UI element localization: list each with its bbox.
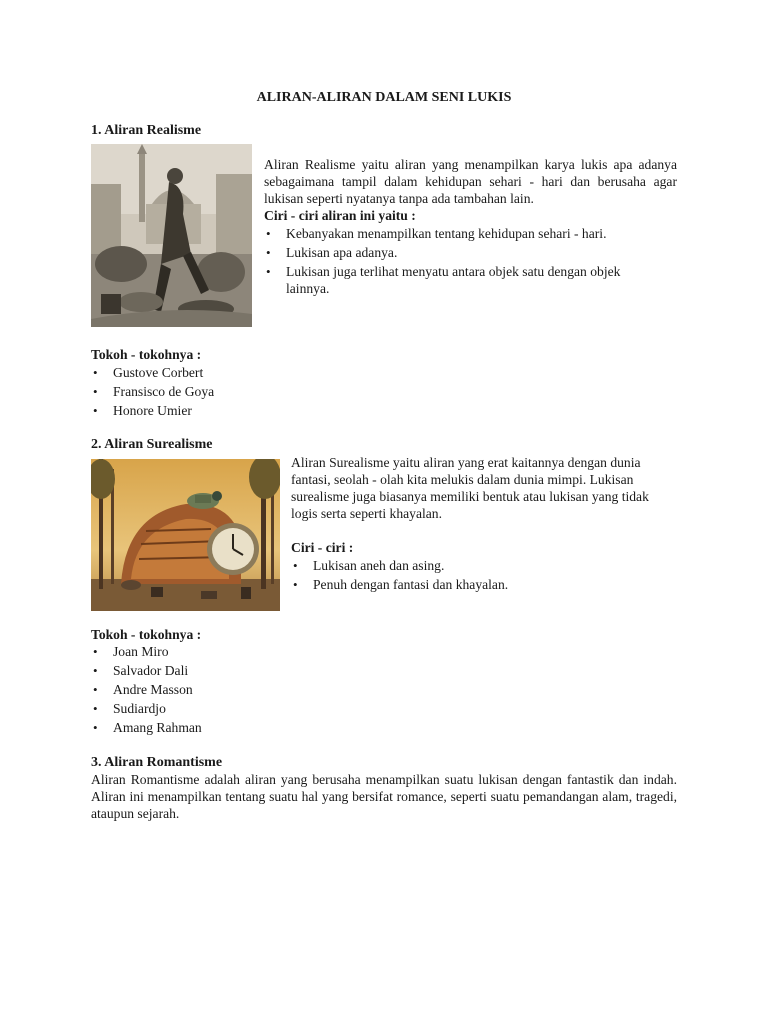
list-item: • Honore Umier <box>91 402 391 421</box>
realisme-painting <box>91 144 252 327</box>
list-item: • Penuh dengan fantasi dan khayalan. <box>291 576 677 593</box>
realisme-heading: 1. Aliran Realisme <box>91 123 202 138</box>
document-title: ALIRAN-ALIRAN DALAM SENI LUKIS <box>256 90 512 105</box>
list-item: • Lukisan aneh dan asing. <box>291 557 677 574</box>
list-item: • Andre Masson <box>91 681 391 700</box>
surealisme-traits-list <box>291 557 677 593</box>
list-item: • Amang Rahman <box>91 719 391 738</box>
realisme-text <box>264 156 677 297</box>
list-item: • Lukisan juga terlihat menyatu antara objek satu dengan objek lainnya. <box>264 263 666 297</box>
realisme-description: Aliran Realisme yaitu aliran yang menampilkan karya lukis apa adanya sebagaimana tampil dalam kehidupan sehari - hari dan berusaha agar lukisan seperti nyatanya tanpa ada tambahan lain. <box>264 157 677 206</box>
romantisme-text <box>91 771 677 822</box>
surealisme-heading: 2. Aliran Surealisme <box>91 437 213 452</box>
list-item: • Gustove Corbert <box>91 364 391 383</box>
surealisme-figures-label: Tokoh - tokohnya : <box>91 627 202 642</box>
surealisme-traits-label: Ciri - ciri : <box>291 540 354 555</box>
realisme-figures-list <box>91 364 391 421</box>
surealisme-description: Aliran Surealisme yaitu aliran yang erat kaitannya dengan dunia fantasi, seolah - olah kita melukis dalam dunia mimpi. Lukisan surealisme juga biasanya memiliki bentuk atau lukisan yang tidak logis serta seperti khayalan. <box>291 455 649 521</box>
surealisme-painting <box>91 459 280 611</box>
realisme-traits-list <box>264 225 677 297</box>
romantisme-description: Aliran Romantisme adalah aliran yang berusaha menampilkan suatu lukisan dengan fantastik dan indah. Aliran ini menampilkan tentang suatu hal yang bersifat romance, seperti suatu pemandangan alam, tragedi, ataupun sejarah. <box>91 772 677 821</box>
list-item: • Sudiardjo <box>91 700 391 719</box>
romantisme-heading: 3. Aliran Romantisme <box>91 755 223 770</box>
surealisme-text <box>291 454 677 593</box>
list-item: • Salvador Dali <box>91 662 391 681</box>
realisme-figures-label: Tokoh - tokohnya : <box>91 347 202 362</box>
surealisme-figures-list <box>91 643 391 738</box>
realisme-traits-label: Ciri - ciri aliran ini yaitu : <box>264 208 416 223</box>
list-item: • Joan Miro <box>91 643 391 662</box>
list-item: • Lukisan apa adanya. <box>264 244 677 261</box>
list-item: • Fransisco de Goya <box>91 383 391 402</box>
list-item: • Kebanyakan menampilkan tentang kehidupan sehari - hari. <box>264 225 677 242</box>
